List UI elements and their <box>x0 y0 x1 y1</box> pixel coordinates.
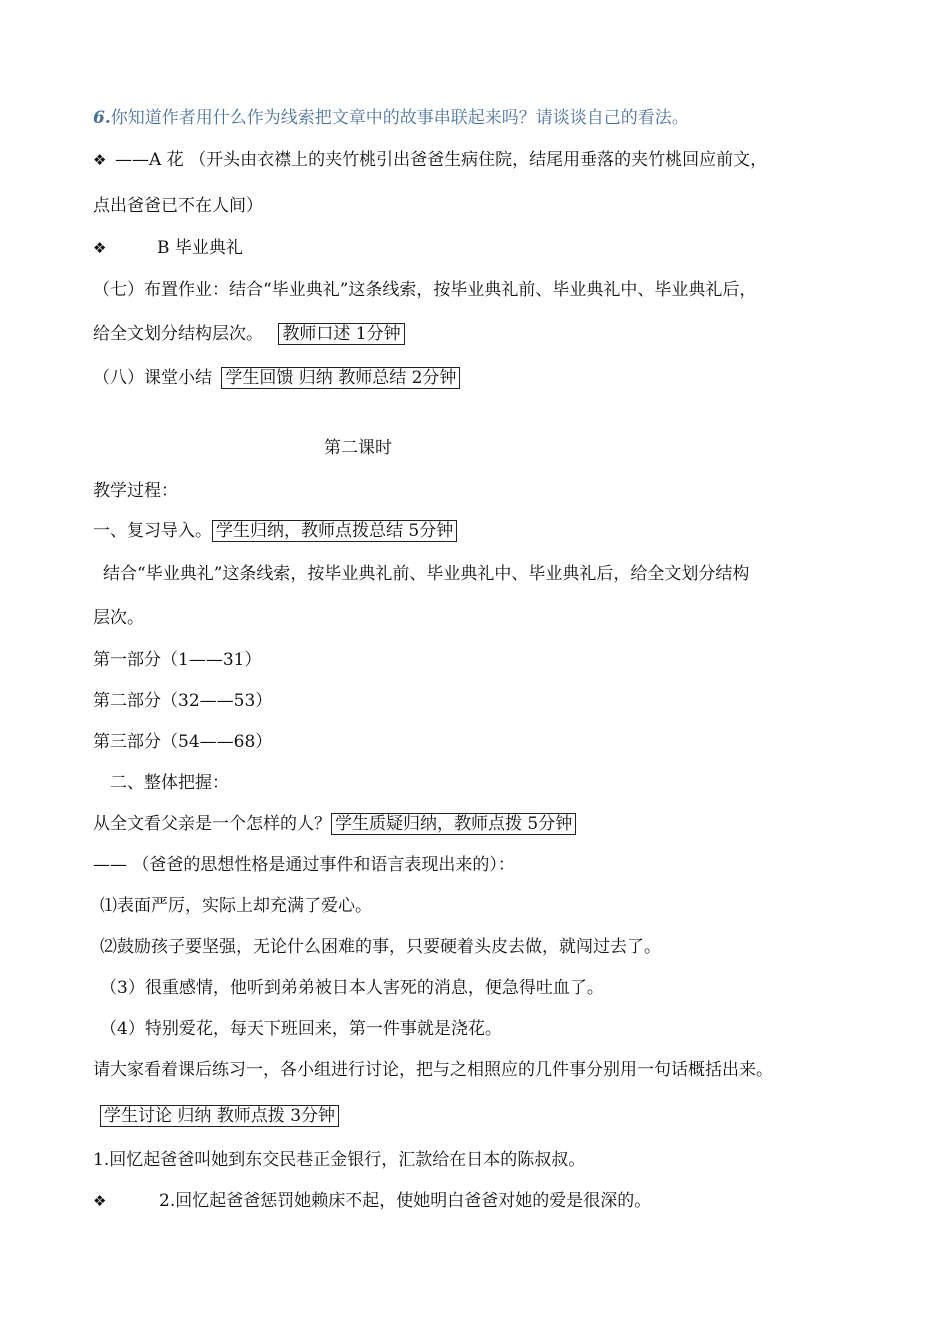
discussion-line <box>100 1104 339 1128</box>
question-text: 你知道作者用什么作为线索把文章中的故事串联起来吗？请谈谈自己的看法。 <box>110 108 689 128</box>
exercise-text: 请大家看着课后练习一，各小组进行讨论，把与之相照应的几件事分别用一句话概括出来。 <box>93 1060 773 1080</box>
memory-2: 2.回忆起爸爸惩罚她赖床不起，使她明白爸爸对她的爱是很深的。 <box>159 1191 652 1211</box>
bullet-icon: ❖ <box>93 239 107 257</box>
section-7-continued <box>93 322 405 346</box>
overall-question: 从全文看父亲是一个怎样的人？ <box>93 814 331 834</box>
time-box: 学生归纳，教师点拨总结 5分钟 <box>212 520 457 542</box>
bullet-icon: ❖ <box>93 151 107 169</box>
traits-intro: —— （爸爸的思想性格是通过事件和语言表现出来的）： <box>93 855 515 875</box>
section-7-cont-text: 给全文划分结构层次。 <box>93 324 263 344</box>
overall-question-line <box>93 812 576 836</box>
trait-3: （3）很重感情，他听到弟弟被日本人害死的消息，便急得吐血了。 <box>100 978 604 998</box>
memory-2-line <box>93 1189 651 1213</box>
time-box: 学生回馈 归纳 教师总结 2分钟 <box>221 367 460 389</box>
structure-text-line1: 结合“毕业典礼”这条线索，按毕业典礼前、毕业典礼中、毕业典礼后，给全文划分结构 <box>103 564 750 584</box>
question-number: 6. <box>93 108 111 128</box>
review-line <box>93 519 457 543</box>
section-7: （七）布置作业：结合“毕业典礼”这条线索，按毕业典礼前、毕业典礼中、毕业典礼后， <box>93 280 757 300</box>
trait-1: ⑴表面严厉，实际上却充满了爱心。 <box>100 896 372 916</box>
answer-b <box>93 236 243 260</box>
answer-a <box>93 148 767 172</box>
trait-2: ⑵鼓励孩子要坚强，无论什么困难的事，只要硬着头皮去做，就闯过去了。 <box>100 937 661 957</box>
lesson-2-title: 第二课时 <box>324 438 392 458</box>
section-8-label: （八）课堂小结 <box>93 368 212 388</box>
question-6 <box>93 106 689 130</box>
part-1: 第一部分（1——31） <box>93 650 262 670</box>
part-2: 第二部分（32——53） <box>93 691 273 711</box>
time-box: 学生质疑归纳，教师点拨 5分钟 <box>331 813 576 835</box>
time-box: 教师口述 1分钟 <box>278 323 404 345</box>
memory-1: 1.回忆起爸爸叫她到东交民巷正金银行，汇款给在日本的陈叔叔。 <box>93 1150 586 1170</box>
section-8 <box>93 366 460 390</box>
structure-text-line2: 层次。 <box>93 608 144 628</box>
trait-4: （4）特别爱花，每天下班回来，第一件事就是浇花。 <box>100 1019 502 1039</box>
review-label: 一、复习导入。 <box>93 521 212 541</box>
answer-a-continued: 点出爸爸已不在人间） <box>93 196 263 216</box>
bullet-icon: ❖ <box>93 1192 107 1210</box>
time-box: 学生讨论 归纳 教师点拨 3分钟 <box>100 1105 339 1127</box>
answer-b-text: B 毕业典礼 <box>157 238 243 258</box>
overall-label: 二、整体把握： <box>110 773 229 793</box>
process-label: 教学过程： <box>93 481 178 501</box>
answer-a-text: ——A 花 （开头由衣襟上的夹竹桃引出爸爸生病住院，结尾用垂落的夹竹桃回应前文， <box>115 150 768 170</box>
part-3: 第三部分（54——68） <box>93 732 273 752</box>
